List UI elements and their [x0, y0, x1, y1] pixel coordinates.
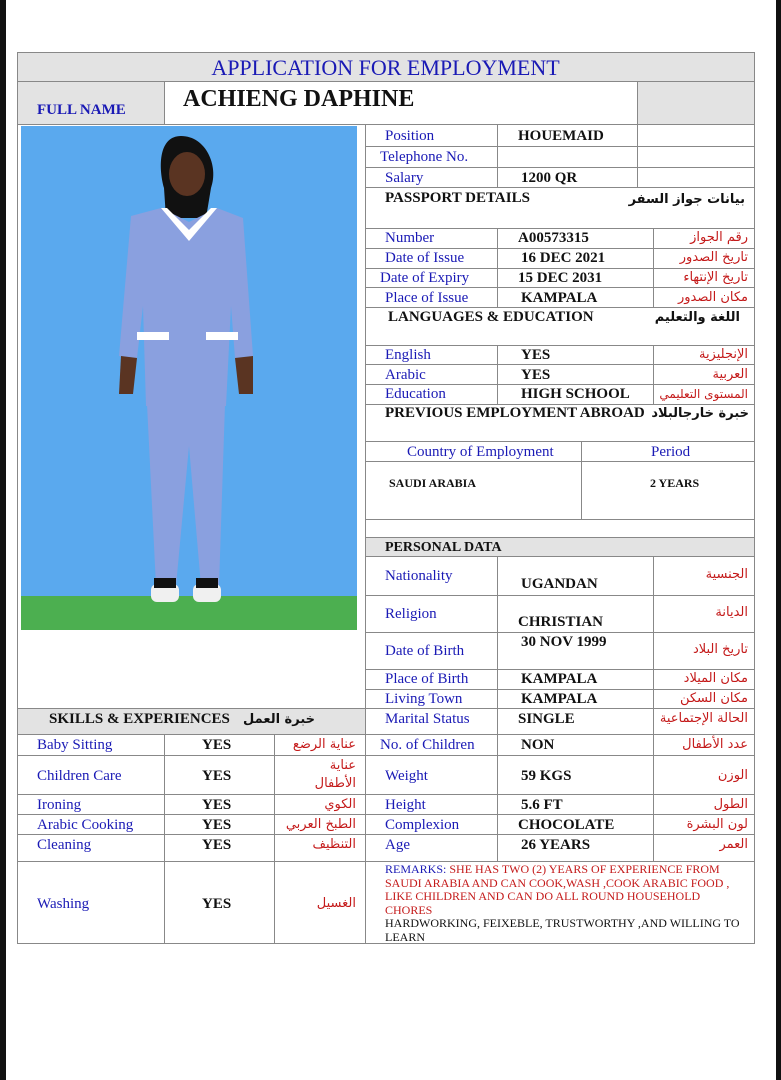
passport-heading-arabic: بيانات جواز السفر: [628, 192, 745, 207]
complexion-label: Complexion: [385, 817, 460, 833]
form-title: APPLICATION FOR EMPLOYMENT: [211, 55, 560, 80]
remarks-black-text: HARDWORKING, FEIXEBLE, TRUSTWORTHY ,AND WILLING TO LEARN: [385, 916, 740, 944]
full-name-blank-cell: [637, 81, 754, 124]
arabic-cooking-value: YES: [202, 817, 232, 833]
country-of-employment-value: SAUDI ARABIA: [389, 476, 477, 490]
washing-value: YES: [202, 896, 232, 912]
religion-arabic: الديانة: [715, 605, 748, 620]
full-name-label: FULL NAME: [37, 102, 126, 118]
date-of-birth-label: Date of Birth: [385, 643, 465, 659]
full-name-value: ACHIENG DAPHINE: [183, 86, 415, 112]
cleaning-value: YES: [202, 837, 232, 853]
arabic-cooking-label: Arabic Cooking: [37, 817, 134, 833]
cleaning-label: Cleaning: [37, 837, 92, 853]
passport-number-label: Number: [385, 230, 435, 246]
arabic-cooking-arabic: الطبخ العربي: [285, 817, 356, 832]
age-label: Age: [385, 837, 410, 853]
religion-label: Religion: [385, 606, 437, 622]
remarks-label: REMARKS:: [385, 862, 450, 876]
children-count-value: NON: [521, 737, 555, 753]
place-of-birth-label: Place of Birth: [385, 671, 469, 687]
height-value: 5.6 FT: [521, 797, 563, 813]
date-of-expiry-arabic: تاريخ الإنتهاء: [683, 270, 748, 285]
applicant-photo: [21, 126, 357, 630]
date-of-expiry-value: 15 DEC 2031: [518, 270, 603, 286]
date-of-birth-arabic: تاريخ البلاد: [692, 642, 748, 657]
children-count-label: No. of Children: [380, 737, 475, 753]
children-care-label: Children Care: [37, 768, 122, 784]
english-arabic: الإنجليزية: [698, 347, 748, 362]
place-of-issue-label: Place of Issue: [385, 290, 469, 306]
salary-label: Salary: [385, 170, 424, 186]
weight-value: 59 KGS: [521, 768, 572, 784]
education-value: HIGH SCHOOL: [521, 386, 630, 402]
washing-arabic: الغسيل: [316, 896, 356, 911]
living-town-label: Living Town: [385, 691, 463, 707]
ironing-value: YES: [202, 797, 232, 813]
english-value: YES: [521, 347, 551, 363]
education-arabic: المستوى التعليمي: [659, 387, 748, 401]
complexion-value: CHOCOLATE: [518, 817, 615, 833]
height-label: Height: [385, 797, 426, 813]
arabic-label: Arabic: [385, 367, 426, 383]
period-label: Period: [651, 444, 691, 460]
place-of-birth-arabic: مكان الميلاد: [683, 671, 748, 686]
passport-number-value: A00573315: [518, 230, 589, 246]
country-of-employment-label: Country of Employment: [407, 444, 554, 460]
washing-label: Washing: [37, 896, 90, 912]
nationality-value: UGANDAN: [521, 576, 598, 592]
cleaning-arabic: التنظيف: [312, 837, 356, 852]
place-of-birth-value: KAMPALA: [521, 671, 598, 687]
religion-value: CHRISTIAN: [518, 614, 604, 630]
passport-heading: PASSPORT DETAILS: [385, 190, 530, 206]
date-of-issue-arabic: تاريخ الصدور: [679, 250, 748, 265]
children-care-arabic: عناية الأطفال: [314, 758, 356, 791]
remarks-box: [385, 863, 750, 944]
education-label: Education: [385, 386, 446, 402]
marital-status-arabic: الحالة الإجتماعية: [659, 711, 748, 726]
skills-heading-arabic: خبرة العمل: [243, 712, 315, 727]
languages-heading: LANGUAGES & EDUCATION: [388, 309, 594, 325]
age-arabic: العمر: [719, 837, 748, 852]
english-label: English: [385, 347, 431, 363]
baby-sitting-label: Baby Sitting: [37, 737, 113, 753]
salary-value: 1200 QR: [521, 170, 578, 186]
children-care-value: YES: [202, 768, 232, 784]
date-of-expiry-label: Date of Expiry: [380, 270, 470, 286]
date-of-issue-value: 16 DEC 2021: [521, 250, 606, 266]
place-of-issue-arabic: مكان الصدور: [677, 290, 748, 305]
skills-heading: SKILLS & EXPERIENCES: [49, 711, 230, 727]
previous-employment-heading: PREVIOUS EMPLOYMENT ABROAD: [385, 405, 645, 421]
languages-heading-arabic: اللغة والتعليم: [654, 310, 740, 325]
position-label: Position: [385, 128, 435, 144]
living-town-arabic: مكان السكن: [679, 691, 748, 706]
personal-data-heading: PERSONAL DATA: [385, 540, 502, 555]
remarks-red-text: SHE HAS TWO (2) YEARS OF EXPERIENCE FROM SAUDI ARABIA AND CAN COOK,WASH ,COOK ARABIC FOOD , LIKE CHILDREN AND CAN DO ALL ROUND HOUSEHOLD CHORES: [385, 862, 730, 917]
complexion-arabic: لون البشرة: [686, 817, 748, 832]
age-value: 26 YEARS: [521, 837, 591, 853]
marital-status-label: Marital Status: [385, 711, 470, 727]
position-value: HOUEMAID: [518, 128, 604, 144]
weight-label: Weight: [385, 768, 428, 784]
left-frame-border: [0, 0, 6, 1080]
living-town-value: KAMPALA: [521, 691, 598, 707]
period-value: 2 YEARS: [650, 476, 700, 490]
passport-number-arabic: رقم الجواز: [690, 230, 748, 245]
date-of-issue-label: Date of Issue: [385, 250, 465, 266]
ironing-label: Ironing: [37, 797, 82, 813]
date-of-birth-value: 30 NOV 1999: [521, 634, 607, 650]
ironing-arabic: الكوي: [324, 797, 356, 812]
baby-sitting-arabic: عناية الرضع: [292, 737, 356, 752]
marital-status-value: SINGLE: [518, 711, 575, 727]
place-of-issue-value: KAMPALA: [521, 290, 598, 306]
baby-sitting-value: YES: [202, 737, 232, 753]
nationality-arabic: الجنسية: [705, 567, 748, 582]
right-frame-border: [776, 0, 781, 1080]
arabic-arabic: العربية: [712, 367, 748, 382]
arabic-value: YES: [521, 367, 551, 383]
weight-arabic: الوزن: [717, 768, 748, 783]
height-arabic: الطول: [713, 797, 748, 812]
children-count-arabic: عدد الأطفال: [682, 737, 748, 752]
previous-employment-heading-arabic: خبرة خارجالبلاد: [651, 406, 749, 421]
nationality-label: Nationality: [385, 568, 453, 584]
telephone-label: Telephone No.: [380, 149, 469, 165]
